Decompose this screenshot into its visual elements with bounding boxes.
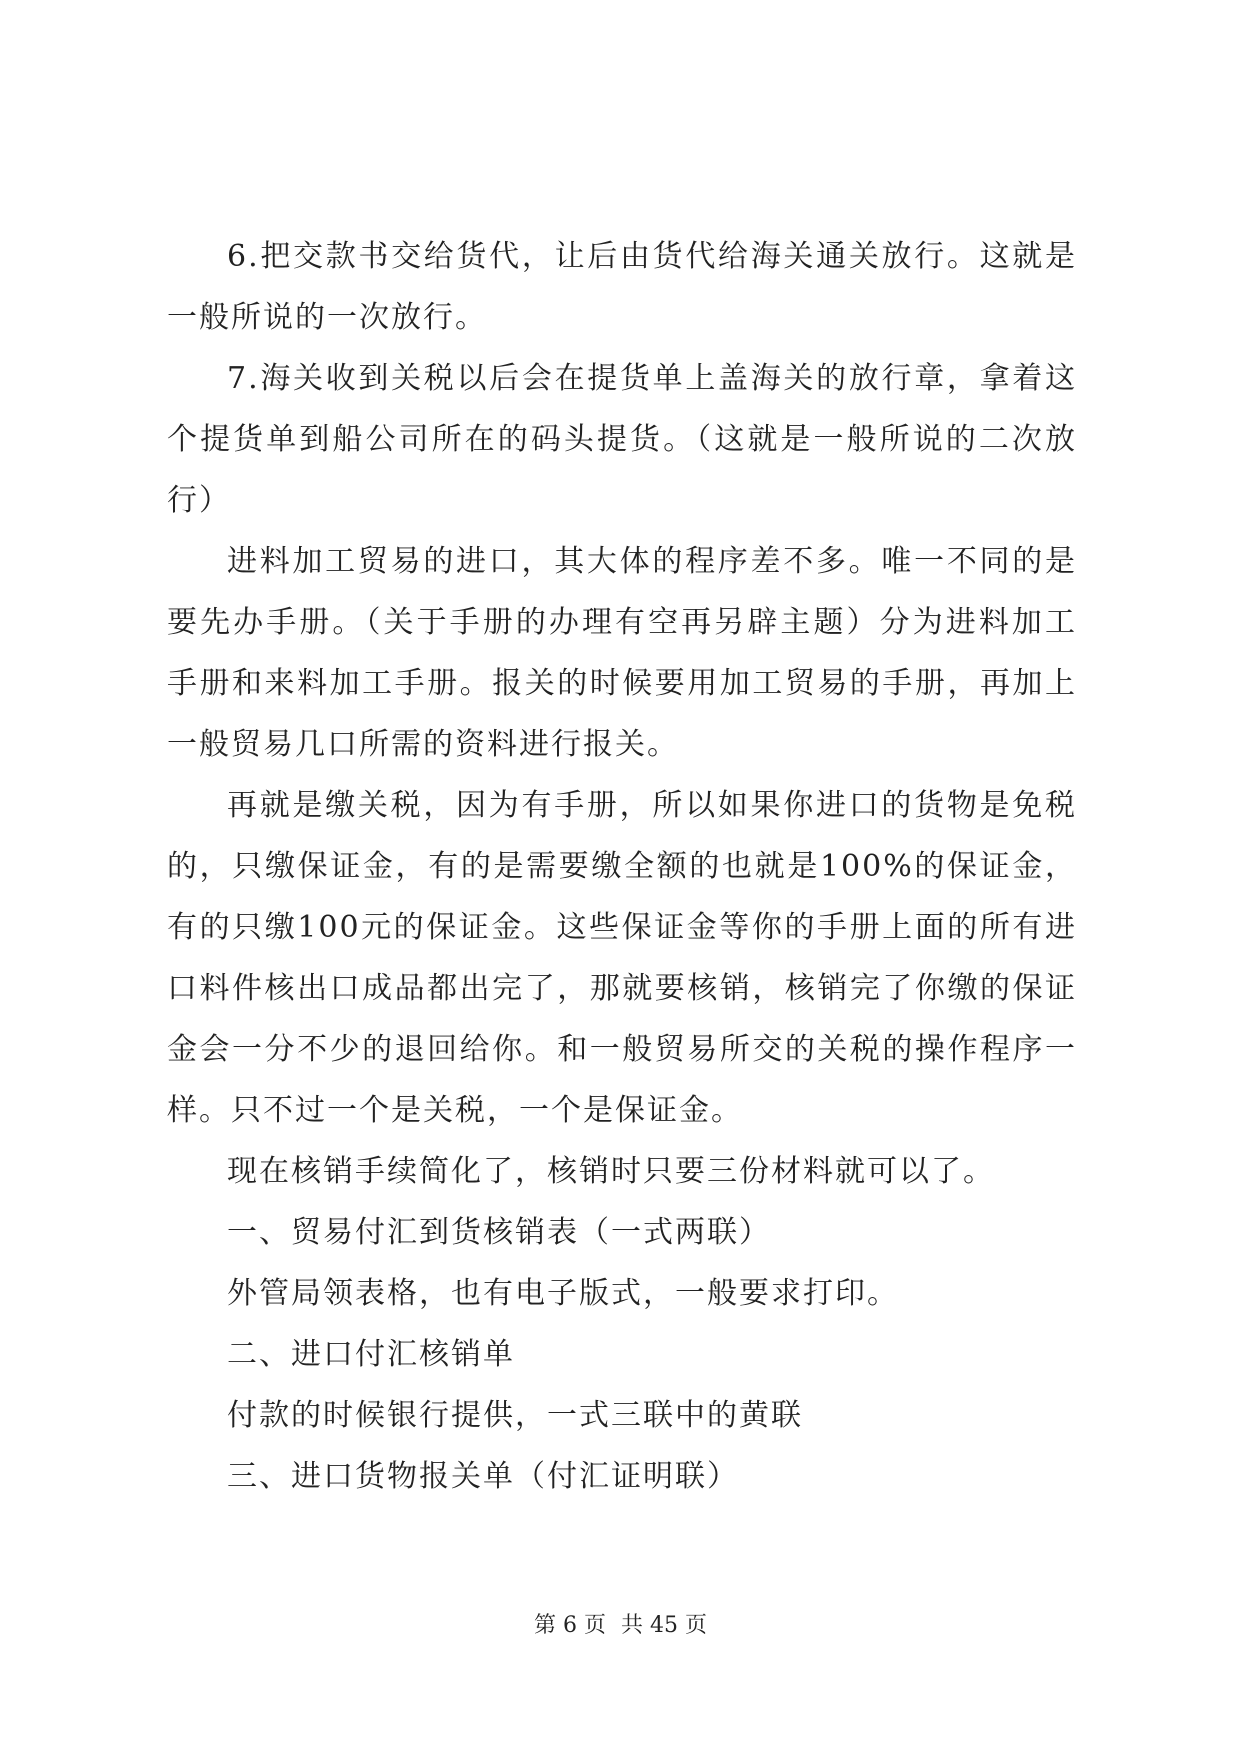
paragraph: 进料加工贸易的进口，其大体的程序差不多。唯一不同的是要先办手册。（关于手册的办理有空再另辟主题）分为进料加工手册和来料加工手册。报关的时候要用加工贸易的手册，再加上一般贸易几口所需的资料进行报关。 — [167, 544, 1077, 762]
page-number: 第 6 页 — [534, 1613, 606, 1638]
page-footer — [0, 1608, 1241, 1639]
paragraph: 外管局领表格，也有电子版式，一般要求打印。 — [227, 1276, 899, 1311]
paragraph: 一、贸易付汇到货核销表（一式两联） — [227, 1215, 771, 1250]
paragraph: 6.把交款书交给货代，让后由货代给海关通关放行。这就是一般所说的一次放行。 — [167, 239, 1077, 335]
page-total: 共 45 页 — [621, 1613, 707, 1638]
paragraph: 现在核销手续简化了，核销时只要三份材料就可以了。 — [227, 1154, 995, 1189]
paragraph: 三、进口货物报关单（付汇证明联） — [227, 1459, 739, 1494]
paragraph: 7.海关收到关税以后会在提货单上盖海关的放行章，拿着这个提货单到船公司所在的码头提货。（这就是一般所说的二次放行） — [167, 361, 1077, 518]
paragraph: 二、进口付汇核销单 — [227, 1337, 515, 1372]
document-body — [167, 226, 1077, 1507]
paragraph: 付款的时候银行提供，一式三联中的黄联 — [227, 1398, 803, 1433]
paragraph: 再就是缴关税，因为有手册，所以如果你进口的货物是免税的，只缴保证金，有的是需要缴全额的也就是100%的保证金，有的只缴100元的保证金。这些保证金等你的手册上面的所有进口料件核出口成品都出完了，那就要核销，核销完了你缴的保证金会一分不少的退回给你。和一般贸易所交的关税的操作程序一样。只不过一个是关税，一个是保证金。 — [167, 788, 1077, 1128]
